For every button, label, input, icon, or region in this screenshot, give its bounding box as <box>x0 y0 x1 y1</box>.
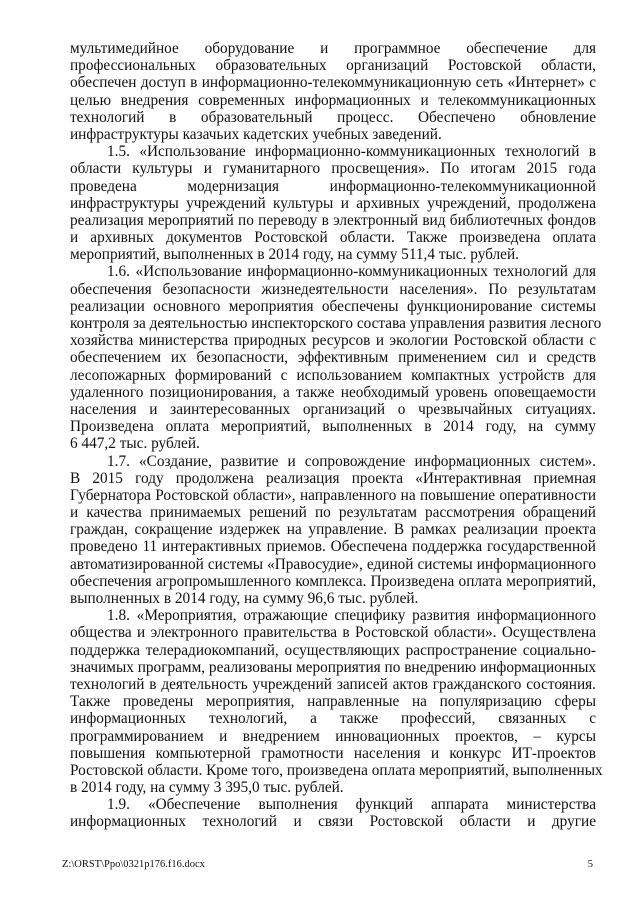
text-line: граждан, сокращение издержек на управление. В рамках реализации проекта <box>70 521 596 539</box>
page-number: 5 <box>587 859 593 870</box>
text-line: целью внедрения современных информационных и телекоммуникационных <box>70 91 596 109</box>
text-line: 1.9. «Обеспечение выполнения функций аппарата министерства <box>107 796 596 814</box>
text-line: технологий в деятельность учреждений записей актов гражданского состояния. <box>70 675 596 693</box>
text-line: 1.5. «Использование информационно-коммуникационных технологий в <box>107 143 596 161</box>
text-line: информационных технологий и связи Ростовской области и другие <box>70 813 596 831</box>
text-line: Произведена оплата мероприятий, выполненных в 2014 году, на сумму <box>70 418 596 436</box>
text-line: в 2014 году, на сумму 3 395,0 тыс. рублей. <box>70 779 344 797</box>
text-line: информационных технологий, а также профессий, связанных с <box>70 710 596 728</box>
text-line: Губернатора Ростовской области», направленного на повышение оперативности <box>70 486 596 504</box>
text-line: 1.8. «Мероприятия, отражающие специфику развития информационного <box>107 607 596 625</box>
text-line: значимых программ, реализованы мероприятия по внедрению информационных <box>70 658 597 676</box>
text-line: обеспечением их безопасности, эффективным применением сил и средств <box>70 349 596 367</box>
text-line: автоматизированной системы «Правосудие», единой системы информационного <box>70 555 596 573</box>
text-line: обеспечения агропромышленного комплекса. Произведена оплата мероприятий, <box>70 572 596 590</box>
text-line: программированием и внедрением инновационных проектов, – курсы <box>70 727 596 745</box>
text-line: мультимедийное оборудование и программное обеспечение для <box>70 40 596 57</box>
text-line: реализации основного мероприятия обеспечены функционирование системы <box>70 297 596 315</box>
text-line: инфраструктуры учреждений культуры и архивных учреждений, продолжена <box>70 194 596 212</box>
text-line: мероприятий, выполненных в 2014 году, на сумму 511,4 тыс. рублей. <box>70 246 519 264</box>
text-line: 1.6. «Использование информационно-коммуникационных технологий для <box>107 263 596 281</box>
text-line: инфраструктуры казачьих кадетских учебных заведений. <box>70 125 442 143</box>
text-line: В 2015 году продолжена реализация проекта «Интерактивная приемная <box>70 469 596 487</box>
text-line: общества и электронного правительства в Ростовской области». Осуществлена <box>70 624 596 642</box>
document-body <box>70 40 603 831</box>
text-line: профессиональных образовательных организаций Ростовской области, <box>70 57 596 75</box>
text-line: выполненных в 2014 году, на сумму 96,6 тыс. рублей. <box>70 590 419 607</box>
text-line: Ростовской области. Кроме того, произведена оплата мероприятий, выполненных <box>70 761 603 779</box>
text-line: проведено 11 интерактивных приемов. Обеспечена поддержка государственной <box>70 538 596 556</box>
text-line: лесопожарных формирований с использованием компактных устройств для <box>70 366 596 384</box>
text-line: 6 447,2 тыс. рублей. <box>70 435 200 453</box>
text-line: хозяйства министерства природных ресурсов и экологии Ростовской области с <box>70 332 596 350</box>
text-line: и качества принимаемых решений по результатам рассмотрения обращений <box>70 504 596 522</box>
text-line: и архивных документов Ростовской области. Также произведена оплата <box>70 229 596 247</box>
text-line: обеспечения безопасности жизнедеятельности населения». По результатам <box>70 280 596 298</box>
text-line: реализация мероприятий по переводу в электронный вид библиотечных фондов <box>70 211 596 229</box>
text-line: населения и заинтересованных организаций о чрезвычайных ситуациях. <box>70 400 596 418</box>
text-line: области культуры и гуманитарного просвещения». По итогам 2015 года <box>70 160 596 178</box>
text-line: контроля за деятельностью инспекторского состава управления развития лесного <box>70 315 602 332</box>
text-line: удаленного позиционирования, а также необходимый уровень оповещаемости <box>70 383 596 401</box>
text-line: проведена модернизация информационно-телекоммуникационной <box>70 177 596 195</box>
text-line: 1.7. «Создание, развитие и сопровождение информационных систем». <box>107 452 596 470</box>
text-line: Также проведены мероприятия, направленные на популяризацию сферы <box>70 693 596 711</box>
text-line: обеспечен доступ в информационно-телекоммуникационную сеть «Интернет» с <box>70 74 596 92</box>
text-line: технологий в образовательный процесс. Обеспечено обновление <box>70 108 596 126</box>
text-line: поддержка телерадиокомпаний, осуществляющих распространение социально- <box>70 641 596 659</box>
file-path: Z:\ORST\Ppo\0321p176.f16.docx <box>62 859 205 870</box>
text-line: повышения компьютерной грамотности населения и конкурс ИТ-проектов <box>70 744 596 762</box>
